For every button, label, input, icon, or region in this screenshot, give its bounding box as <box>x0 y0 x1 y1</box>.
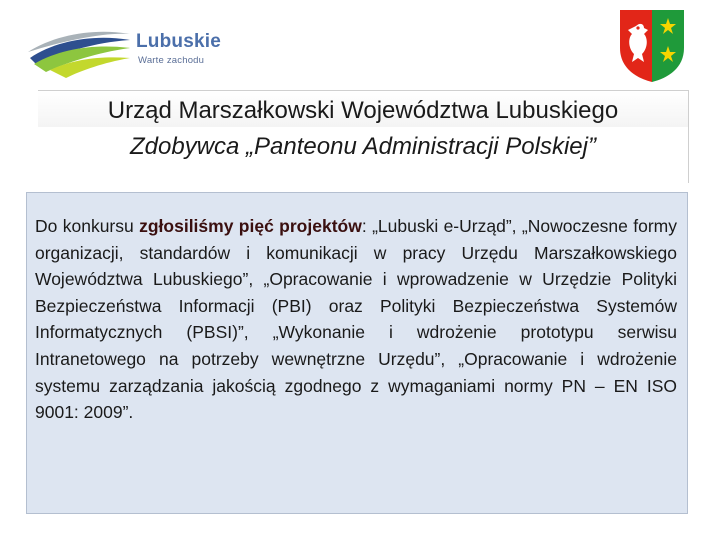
page-subtitle: Zdobywca „Panteonu Administracji Polskiej” <box>130 133 596 160</box>
lubuskie-logo <box>26 20 226 84</box>
content-highlight: zgłosiliśmy pięć projektów <box>139 216 362 236</box>
content-intro: Do konkursu <box>35 216 140 236</box>
lubuskie-coat-of-arms-icon <box>618 8 686 84</box>
logo-tagline: Warte zachodu <box>138 55 205 66</box>
coat-of-arms <box>618 8 686 84</box>
logo-name: Lubuskie <box>136 31 222 52</box>
title-box <box>38 90 689 183</box>
content-rest: : „Lubuski e-Urząd”, „Nowoczesne formy organizacji, standardów i komunikacji w pracy Urzędu Marszałkowskiego Województwa Lubuskiego”, „Opracowanie i wprowadzenie w Urzędzie Polityki Bezpieczeństwa Informacji (PBI) oraz Polityki Bezpieczeństwa Systemów Informatycznych (PBSI)”, „Wykonanie i wdrożenie prototypu serwisu Intranetowego na potrzeby wewnętrzne Urzędu”, „Opracowanie i wdrożenie systemu zarządzania jakością zgodnego z wymaganiami normy PN – EN ISO 9001: 2009”. <box>35 216 677 423</box>
content-box <box>26 192 688 514</box>
lubuskie-wave-logo-icon <box>26 20 136 84</box>
content-paragraph <box>35 213 677 426</box>
page-title: Urząd Marszałkowski Województwa Lubuskiego <box>107 97 619 124</box>
